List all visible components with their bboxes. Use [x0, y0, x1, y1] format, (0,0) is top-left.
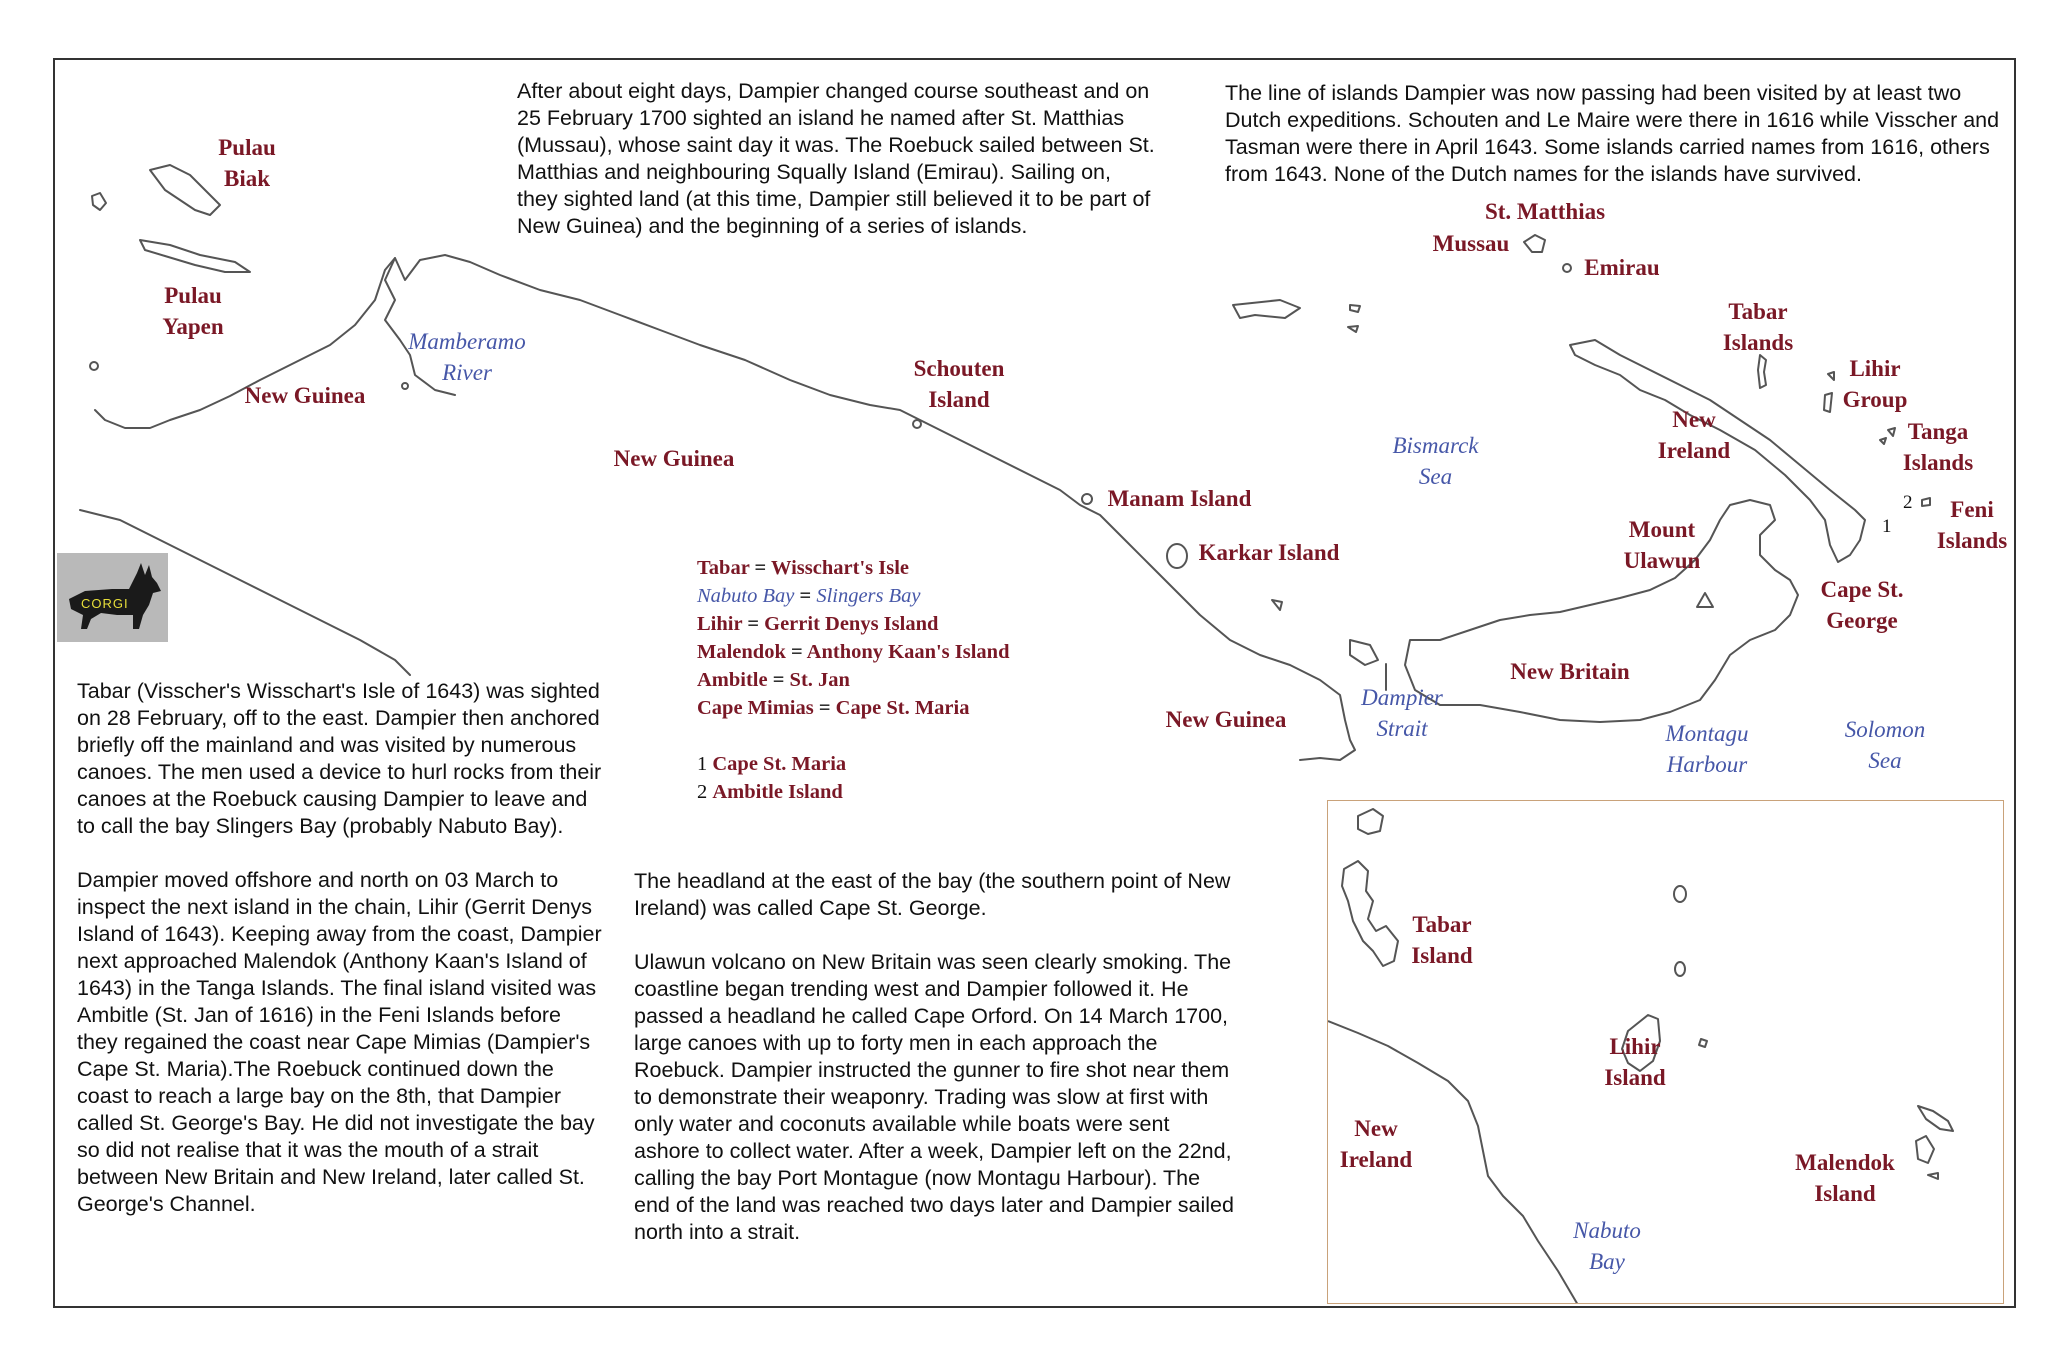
label-cape-st-george: Cape St. George: [1820, 577, 1904, 633]
key-equals: =: [813, 697, 836, 719]
label-dampier-strait: Dampier Strait: [1361, 685, 1443, 741]
inset-tabar-north-shape: [1358, 809, 1383, 834]
key-numbered-row: [697, 750, 1009, 778]
key-modern-name: Nabuto Bay: [697, 585, 795, 607]
inset-label-malendok-island: Malendok Island: [1795, 1150, 1895, 1206]
small-island-shape: [92, 193, 106, 210]
key-numbered-name: Ambitle Island: [712, 781, 843, 803]
key-number: 2: [697, 781, 713, 803]
key-spacer: [697, 722, 1009, 750]
inset-small-island: [1699, 1039, 1707, 1047]
inset-tabar-shape: [1342, 861, 1398, 966]
name-key-legend: [697, 554, 1009, 806]
manam-dot: [1082, 494, 1092, 504]
key-historic-name: Gerrit Denys Island: [764, 613, 939, 635]
label-mussau: Mussau: [1432, 231, 1510, 256]
label-lihir-group: Lihir Group: [1842, 356, 1908, 412]
narrative-top-right: [1225, 80, 2015, 188]
key-equals: =: [785, 641, 807, 663]
key-modern-name: Lihir: [697, 613, 743, 635]
label-new-guinea-1: New Guinea: [244, 383, 366, 408]
new-britain-shape: [1405, 500, 1798, 722]
narrative-dutch-expeditions: The line of islands Dampier was now passing had been visited by at least two Dutch expeditions. Schouten and Le Maire were there in 1616 while Visscher and Tasman were there in April 1643. Some islands carried names from 1616, others from 1643. None of the Dutch names for the islands have survived.: [1225, 81, 2000, 186]
key-historic-name: Cape St. Maria: [835, 697, 970, 719]
karkar-shape: [1167, 544, 1187, 568]
inset-map: [1327, 800, 2004, 1304]
key-equals: =: [742, 613, 765, 635]
label-manam-island: Manam Island: [1107, 486, 1252, 511]
label-emirau: Emirau: [1584, 255, 1660, 280]
label-new-guinea-3: New Guinea: [1165, 707, 1287, 732]
marker-2: 2: [1903, 492, 1913, 513]
narrative-lihir-and-st-george: Dampier moved offshore and north on 03 March to inspect the next island in the chain, Lihir (Gerrit Denys Island of 1643). Keeping away from the coast, Dampier next approached Malendok (Anthony Kaan's Island of 1643) in the Tanga Islands. The final island visited was Ambitle (St. Jan of 1616) in the Feni Islands before they regained the coast near Cape Mimias (Dampier's Cape St. Maria).The Roebuck continued down the coast to reach a large bay on the 8th, that Dampier called St. George's Bay. He did not investigate the bay so did not realise that it was the mouth of a strait between New Britain and New Ireland, later called St. George's Channel.: [77, 868, 602, 1216]
narrative-cape-st-george: The headland at the east of the bay (the southern point of New Ireland) was called Cape St. George.: [634, 869, 1231, 920]
island-shape: [1350, 640, 1378, 665]
key-modern-name: Ambitle: [697, 669, 768, 691]
logo-text: CORGI: [81, 596, 129, 611]
key-equals: =: [749, 557, 771, 579]
label-montagu-harbour: Montagu Harbour: [1665, 721, 1749, 777]
inset-label-tabar-island: Tabar Island: [1411, 912, 1473, 968]
label-bismarck-sea: Bismarck Sea: [1392, 433, 1479, 489]
label-pulau-biak: Pulau Biak: [218, 135, 276, 191]
key-historic-name: Slingers Bay: [816, 585, 921, 607]
key-row: [697, 666, 1009, 694]
mussau-shape: [1524, 235, 1545, 252]
label-new-britain: New Britain: [1510, 659, 1630, 684]
key-row: [697, 554, 1009, 582]
island-dot: [90, 362, 98, 370]
key-modern-name: Cape Mimias: [697, 697, 814, 719]
key-historic-name: Anthony Kaan's Island: [806, 641, 1010, 663]
small-island-shape: [1350, 305, 1360, 312]
key-number: 1: [697, 753, 713, 775]
inset-small-island: [1675, 962, 1685, 976]
corgi-logo: [57, 553, 168, 642]
key-modern-name: Tabar: [697, 557, 750, 579]
key-equals: =: [767, 669, 790, 691]
key-numbered-name: Cape St. Maria: [712, 753, 847, 775]
label-new-ireland: New Ireland: [1657, 407, 1731, 463]
new-hanover-shape: [1233, 300, 1300, 318]
tabar-islands-shape: [1758, 355, 1766, 388]
narrative-tabar: Tabar (Visscher's Wisschart's Isle of 1643) was sighted on 28 February, off to the east. Dampier then anchored briefly off the mainland and was visited by numerous canoes. The men used a device to hurl rocks from their canoes at the Roebuck causing Dampier to leave and to call the bay Slingers Bay (probably Nabuto Bay).: [77, 679, 602, 838]
label-solomon-sea: Solomon Sea: [1844, 717, 1926, 773]
emirau-dot: [1563, 264, 1571, 272]
label-mount-ulawun: Mount Ulawun: [1623, 517, 1701, 573]
mount-ulawun-marker: [1697, 593, 1713, 607]
narrative-center: [634, 868, 1234, 1246]
key-row: [697, 638, 1009, 666]
island-shape: [1272, 600, 1282, 610]
inset-small-island: [1674, 886, 1686, 902]
key-modern-name: Malendok: [697, 641, 786, 663]
key-numbered-row: [697, 778, 1009, 806]
inset-label-lihir-island: Lihir Island: [1604, 1034, 1666, 1090]
label-new-guinea-2: New Guinea: [613, 446, 735, 471]
label-tabar-islands: Tabar Islands: [1722, 299, 1794, 355]
key-historic-name: Wisschart's Isle: [770, 557, 909, 579]
label-karkar-island: Karkar Island: [1198, 540, 1340, 565]
key-historic-name: St. Jan: [789, 669, 850, 691]
key-row: [697, 610, 1009, 638]
narrative-st-matthias: After about eight days, Dampier changed course southeast and on 25 February 1700 sighted an island he named after St. Matthias (Mussau), whose saint day it was. The Roebuck sailed between St. Matthias and neighbouring Squally Island (Emirau). Sailing on, they sighted land (at this time, Dampier still believed it to be part of New Guinea) and the beginning of a series of islands.: [517, 79, 1155, 238]
label-schouten-island: Schouten Island: [913, 356, 1005, 412]
schouten-dot: [913, 420, 921, 428]
inset-malendok-shape: [1916, 1106, 1953, 1179]
small-island-shape: [1348, 326, 1358, 332]
inset-label-nabuto-bay: Nabuto Bay: [1573, 1218, 1641, 1274]
inset-label-new-ireland: New Ireland: [1339, 1116, 1413, 1172]
label-feni-islands: Feni Islands: [1936, 497, 2008, 553]
yapen-island-shape: [140, 240, 250, 272]
narrative-ulawun: Ulawun volcano on New Britain was seen clearly smoking. The coastline began trending west and Dampier followed it. He passed a headland he called Cape Orford. On 14 March 1700, large canoes with up to forty men in each approach the Roebuck. Dampier instructed the gunner to fire shot near them to demonstrate their weaponry. Trading was slow at first with only water and coconuts available while boats were sent ashore to collect water. After a week, Dampier left on the 22nd, calling the bay Port Montague (now Montagu Harbour). The end of the land was reached two days later and Dampier sailed north into a strait.: [634, 950, 1234, 1244]
narrative-left: [77, 678, 607, 1218]
key-equals: =: [794, 585, 817, 607]
label-pulau-yapen: Pulau Yapen: [162, 283, 224, 339]
key-row: [697, 694, 1009, 722]
label-tanga-islands: Tanga Islands: [1902, 419, 1974, 475]
label-mamberamo-river: Mamberamo River: [408, 329, 526, 385]
label-st-matthias: St. Matthias: [1484, 199, 1606, 224]
marker-1: 1: [1882, 516, 1892, 537]
key-row: [697, 582, 1009, 610]
narrative-top-center: [517, 78, 1157, 240]
